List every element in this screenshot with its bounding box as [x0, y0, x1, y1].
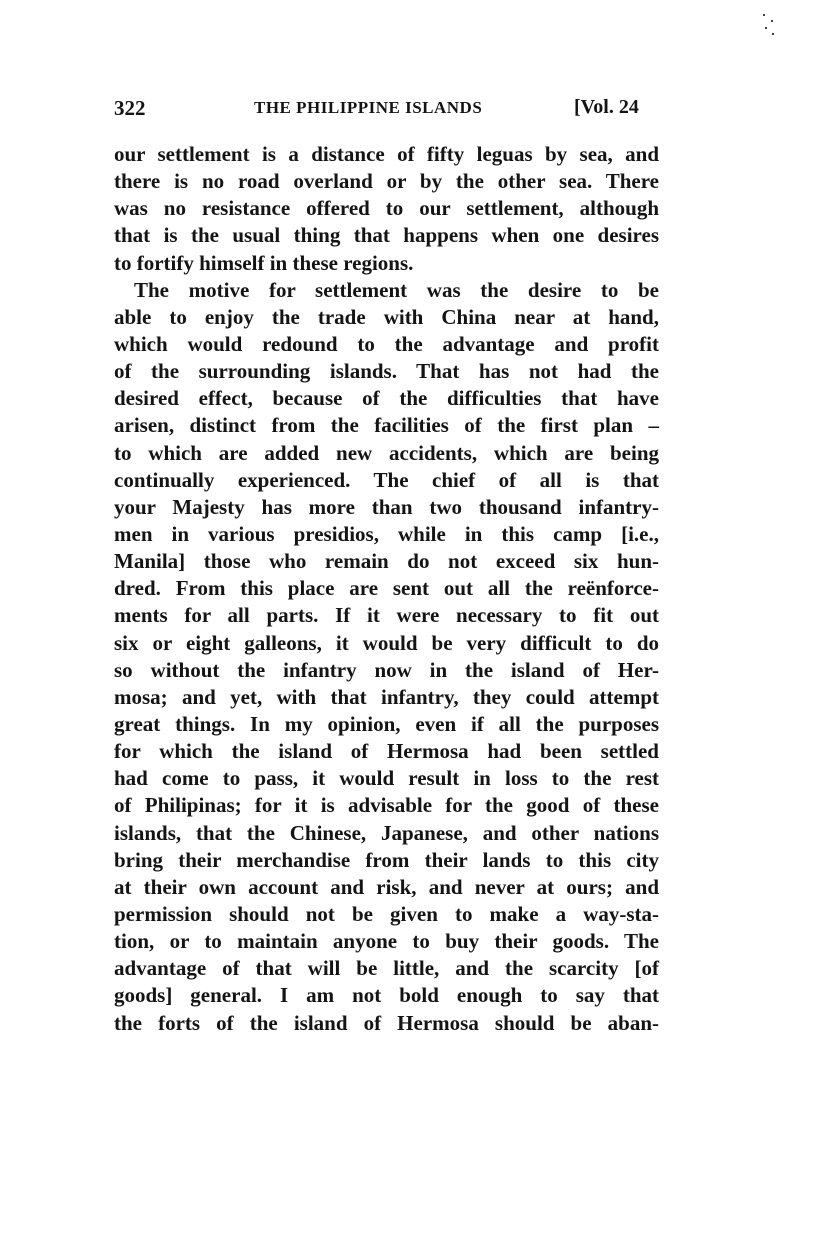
text-line: mosa; and yet, with that infantry, they could attempt: [114, 684, 659, 709]
page-number: 322: [114, 96, 146, 120]
text-line: six or eight galleons, it would be very difficult to do: [114, 630, 659, 655]
text-line: to which are added new accidents, which are being: [114, 440, 659, 465]
text-line: our settlement is a distance of fifty leguas by sea, and: [114, 142, 659, 166]
text-line: to fortify himself in these regions.: [114, 250, 414, 275]
text-line: islands, that the Chinese, Japanese, and other nations: [114, 820, 659, 845]
text-line: was no resistance offered to our settlement, although: [114, 196, 659, 221]
text-line: tion, or to maintain anyone to buy their goods. The: [114, 929, 659, 954]
paragraph-1: [114, 141, 659, 277]
scan-speck: [765, 27, 767, 29]
text-line: arisen, distinct from the facilities of the first plan –: [114, 413, 659, 438]
text-line: dred. From this place are sent out all the reënforce-: [114, 576, 659, 601]
scan-speck: [771, 20, 773, 22]
text-line: men in various presidios, while in this camp [i.e.,: [114, 521, 659, 546]
text-line: desired effect, because of the difficulties that have: [114, 386, 659, 411]
volume-number: [Vol. 24: [574, 96, 639, 118]
scan-speck: [763, 14, 765, 16]
text-line: permission should not be given to make a way-sta-: [114, 901, 659, 926]
text-line: able to enjoy the trade with China near at hand,: [114, 304, 659, 329]
scan-speck: [772, 33, 774, 35]
running-title: THE PHILIPPINE ISLANDS: [254, 98, 483, 117]
paragraph-2: [114, 277, 659, 1037]
text-line: for which the island of Hermosa had been settled: [114, 739, 659, 764]
text-line: Manila] those who remain do not exceed six hun-: [114, 549, 659, 574]
text-line: great things. In my opinion, even if all the purposes: [114, 711, 659, 736]
text-line: there is no road overland or by the other sea. There: [114, 169, 659, 194]
body-text: [114, 141, 659, 1037]
text-line: goods] general. I am not bold enough to say that: [114, 983, 659, 1008]
text-line: at their own account and risk, and never at ours; and: [114, 874, 659, 899]
text-line: which would redound to the advantage and profit: [114, 331, 659, 356]
text-line: the forts of the island of Hermosa should be aban-: [114, 1010, 659, 1035]
text-line: had come to pass, it would result in loss to the rest: [114, 766, 659, 791]
text-line: ments for all parts. If it were necessary to fit out: [114, 603, 659, 628]
running-head: [114, 96, 662, 126]
text-line: of the surrounding islands. That has not had the: [114, 359, 659, 384]
text-line: bring their merchandise from their lands to this city: [114, 847, 659, 872]
text-line: so without the infantry now in the island of Her-: [114, 657, 659, 682]
text-line: continually experienced. The chief of all is that: [114, 467, 659, 492]
text-line: of Philipinas; for it is advisable for the good of these: [114, 793, 659, 818]
text-line: that is the usual thing that happens when one desires: [114, 223, 659, 248]
text-line: The motive for settlement was the desire to be: [134, 277, 659, 302]
text-line: advantage of that will be little, and the scarcity [of: [114, 956, 659, 981]
text-line: your Majesty has more than two thousand infantry-: [114, 494, 659, 519]
